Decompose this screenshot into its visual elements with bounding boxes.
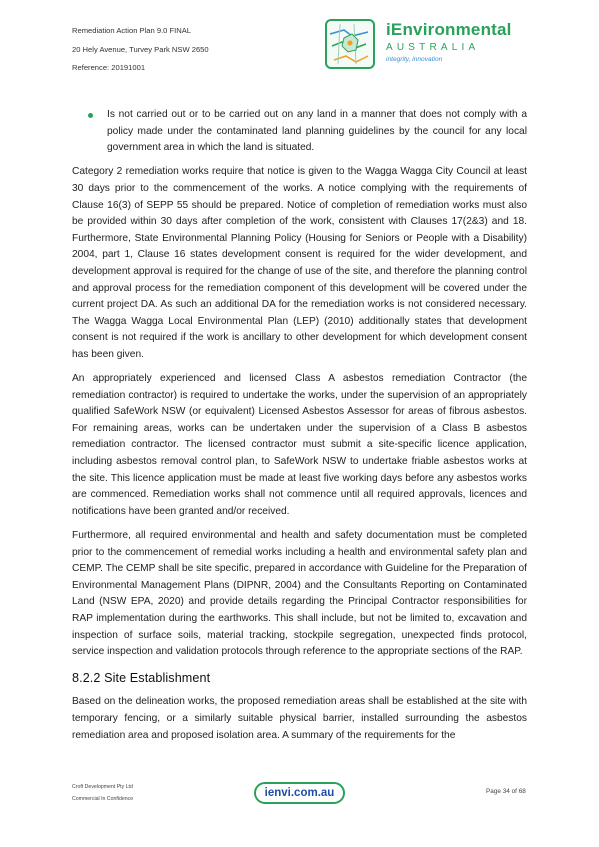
section-heading: 8.2.2 Site Establishment	[72, 670, 211, 685]
paragraph-category-2: Category 2 remediation works require that notice is given to the Wagga Wagga City Council at least 30 days prior to the commencement of the works. A notice complying with the requirements of Clause 16(3) of SEPP 55 should be prepared. Notice of completion of remediation works must also be provided within 30 days after completion of the work, consistent with Clauses 17(2&3) and 18. Furthermore, State Environmental Planning Policy (Housing for Seniors or People with a Disability) 2004, part 1, Clause 16 states development consent is required for the wider development, and development approval is required for the change of use of the site, and therefore the planning control and approval process for the remediation component of this development will be covered under the current project DA. As such an additional DA for the remediation works is not considered necessary. The Wagga Wagga Local Environmental Plan (LEP) (2010) additionally states that development consent is not required if the work is ancillary to other development for which development consent has been given.	[72, 166, 527, 360]
logo-country: AUSTRALIA	[386, 42, 480, 53]
footer-company: Croft Development Pty Ltd	[72, 784, 133, 790]
map-emblem-icon	[322, 16, 378, 72]
header-address: 20 Hely Avenue, Turvey Park NSW 2650	[72, 45, 209, 54]
header-reference: Reference: 20191001	[72, 63, 146, 72]
logo-wordmark: iEnvironmental	[386, 20, 512, 39]
paragraph-documentation: Furthermore, all required environmental and health and safety documentation must be completed prior to the commencement of remedial works including a health and environmental safety plan and CEMP. The CEMP shall be site specific, prepared in accordance with Guideline for the Preparation of Environmental Management Plans (DIPNR, 2004) and the Consultants Reporting on Contaminated Land (NSW EPA, 2020) and provide details regarding the Principal Contractor responsibilities for RAP implementation during the earthworks. This shall include, but not be limited to, excavation and inspection of surface soils, material tracking, stockpile segregation, unexpected finds protocol, service inspection and validation protocols through reference to the appropriate sections of the RAP.	[72, 530, 527, 658]
document-body	[72, 107, 527, 752]
company-logo	[322, 16, 522, 72]
bullet-text: Is not carried out or to be carried out on any land in a manner that does not comply with a policy made under the contaminated land planning guidelines by the council for any local government area in which the land is situated.	[107, 109, 527, 154]
paragraph-site-establishment: Based on the delineation works, the proposed remediation areas shall be established at the site with temporary fencing, or a similarly suitable physical barrier, installed surrounding the asbestos remediation area and proposed isolation area. A summary of the requirements for the	[72, 696, 527, 741]
footer-confidential: Commercial In Confidence	[72, 796, 134, 802]
header-document-title: Remediation Action Plan 9.0 FINAL	[72, 26, 192, 35]
footer-page-number: Page 34 of 68	[486, 788, 526, 795]
paragraph-asbestos-contractor: An appropriately experienced and licensed Class A asbestos remediation Contractor (the remediation contractor) is required to undertake the works, under the supervision of an appropriately qualified SafeWork NSW (or equivalent) Licensed Asbestos Assessor for areas of fibrous asbestos. For remaining areas, works can be undertaken under the supervision of a Class B asbestos remediation contractor. The licensed contractor must submit a site-specific licence application, including asbestos removal control plan, to SafeWork NSW to undertake friable asbestos works at the site. This licence application must be made at least five working days before any asbestos works are commenced. Remediation works shall not commence until all required approvals, licences and notifications have been granted and/or received.	[72, 373, 527, 517]
bullet-item	[72, 107, 527, 157]
bullet-dot-icon	[88, 113, 93, 118]
logo-tagline: integrity, innovation	[386, 56, 443, 63]
footer-website-link[interactable]: ienvi.com.au	[254, 782, 345, 804]
